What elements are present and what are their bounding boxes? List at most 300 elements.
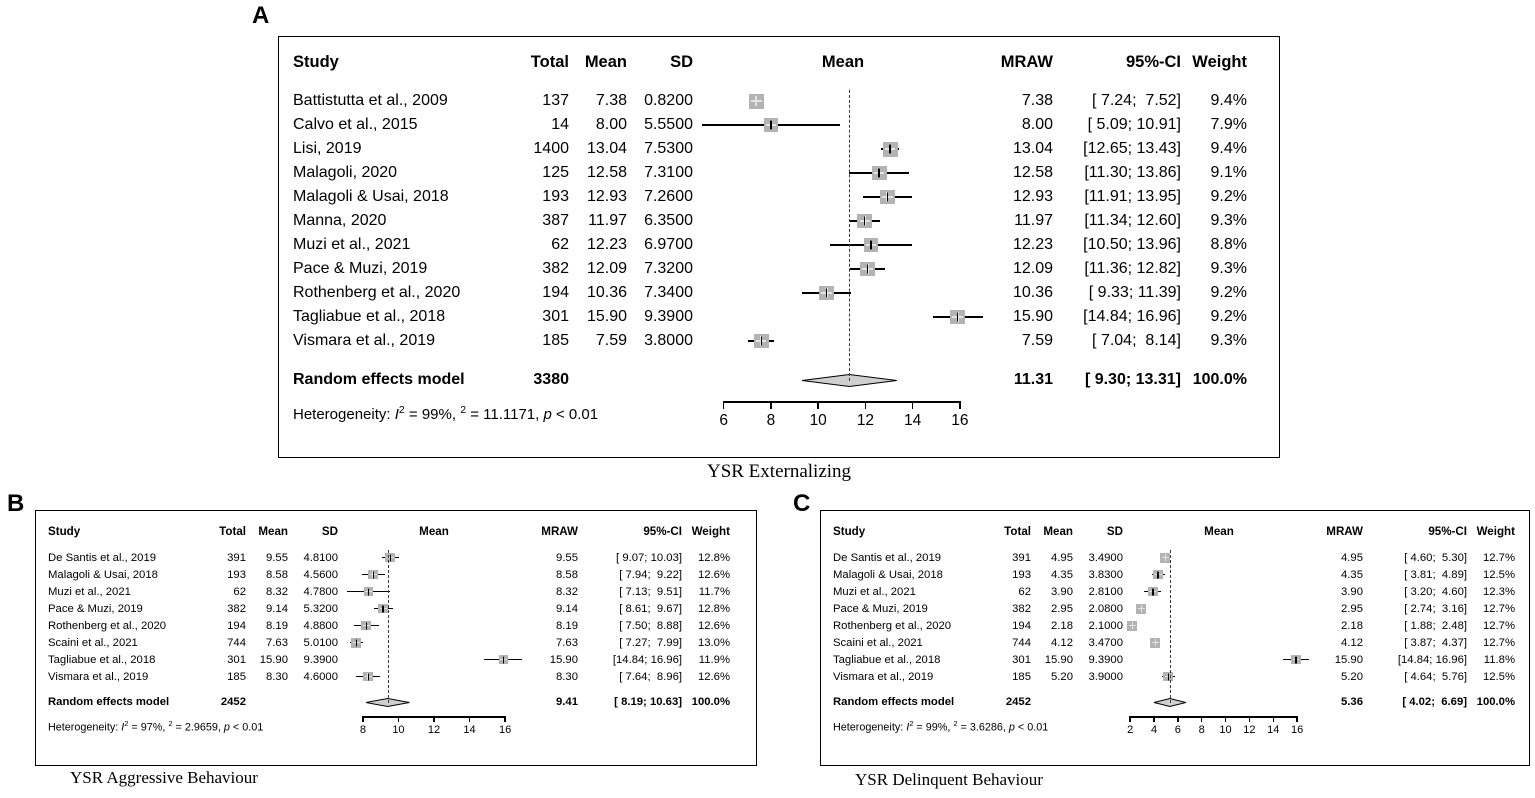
forest-plot-cell: [338, 549, 530, 566]
total-value: 382: [1012, 602, 1031, 615]
mean-value: 9.14: [266, 602, 288, 615]
column-header: MRAW: [1326, 524, 1363, 538]
study-row: [293, 281, 1265, 305]
axis-tick: [1201, 716, 1203, 722]
summary-plot-cell: [693, 367, 993, 393]
forest-plot-cell: [338, 668, 530, 685]
point-estimate-tick: [761, 337, 762, 346]
study-row: [293, 233, 1265, 257]
forest-plot-cell: [693, 89, 993, 113]
study-name: Rothenberg et al., 2020: [48, 619, 167, 632]
mraw-value: 7.63: [556, 636, 578, 649]
total-value: 62: [233, 585, 246, 598]
axis-tick-label: 16: [951, 412, 969, 429]
forest-rows: [833, 549, 1517, 711]
mraw-value: 12.58: [1012, 164, 1053, 181]
column-header: Weight: [1476, 524, 1515, 538]
axis-tick: [770, 401, 772, 409]
column-header: MRAW: [1000, 52, 1053, 71]
study-row: [293, 209, 1265, 233]
ci-value: [12.65; 13.43]: [1083, 140, 1181, 157]
point-estimate-tick: [867, 265, 868, 274]
study-name: Calvo et al., 2015: [293, 116, 418, 133]
axis-tick-label: 4: [1150, 724, 1158, 736]
axis-tick-label: 12: [427, 724, 441, 736]
panel-b-label: B: [7, 490, 25, 517]
sd-value: 5.0100: [303, 636, 338, 649]
ci-value: [10.50; 13.96]: [1083, 236, 1181, 253]
ci-value: [ 7.24; 7.52]: [1092, 92, 1181, 109]
summary-ci: [ 8.19; 10.63]: [614, 696, 682, 708]
axis-tick-label: 10: [1219, 724, 1232, 736]
mean-value: 9.55: [266, 551, 288, 564]
study-row: [48, 651, 744, 668]
weight-value: 13.0%: [697, 636, 730, 649]
effect-square: [1127, 621, 1137, 631]
axis-tick: [398, 716, 400, 722]
forest-plot-cell: [338, 651, 530, 668]
column-header-row: [833, 521, 1517, 541]
column-header: MRAW: [541, 524, 578, 538]
study-name: Pace & Muzi, 2019: [48, 602, 143, 615]
total-value: 382: [227, 602, 246, 615]
forest-plot-cell: [1123, 600, 1315, 617]
heterogeneity-text: Heterogeneity: $I^2 = 99\%$, $^2$ = 3.6286, p < 0.01: [833, 719, 1049, 734]
column-header: Study: [833, 524, 866, 538]
effect-square: [1160, 553, 1170, 563]
sd-value: 3.8000: [644, 332, 693, 349]
total-value: 193: [1012, 568, 1031, 581]
axis-tick-label: 14: [1267, 724, 1280, 736]
ci-value: [11.30; 13.86]: [1084, 164, 1181, 181]
study-name: Malagoli & Usai, 2018: [833, 568, 943, 581]
sd-value: 3.4900: [1088, 551, 1123, 564]
study-row: [833, 566, 1517, 583]
ci-value: [14.84; 16.96]: [1397, 653, 1467, 666]
ci-value: [11.36; 12.82]: [1084, 260, 1181, 277]
mraw-value: 4.12: [1341, 636, 1363, 649]
column-header: 95%-CI: [1428, 524, 1467, 538]
weight-value: 9.2%: [1210, 308, 1247, 325]
weight-value: 12.5%: [1482, 670, 1515, 683]
mraw-value: 7.59: [1021, 332, 1053, 349]
mean-value: 2.95: [1051, 602, 1073, 615]
mraw-value: 12.23: [1012, 236, 1053, 253]
summary-mraw: 11.31: [1013, 371, 1053, 388]
axis-tick: [912, 401, 914, 409]
heterogeneity-text: Heterogeneity: $I^2 = 99\%$, $^2$ = 11.1171, p < 0.01: [293, 404, 599, 423]
total-value: 194: [1012, 619, 1031, 632]
axis-tick-label: 14: [904, 412, 922, 429]
mean-value: 7.63: [266, 636, 288, 649]
sd-value: 4.6000: [303, 670, 338, 683]
axis-tick-label: 8: [766, 412, 776, 429]
ci-value: [ 7.50; 8.88]: [619, 619, 682, 632]
ci-value: [ 7.64; 8.96]: [619, 670, 682, 683]
column-header: Mean: [1204, 524, 1234, 538]
sd-value: 7.3400: [644, 284, 693, 301]
sd-value: 4.8100: [303, 551, 338, 564]
total-value: 62: [551, 236, 569, 253]
ci-value: [ 7.94; 9.22]: [619, 568, 682, 581]
column-header: SD: [670, 52, 693, 71]
total-value: 14: [551, 116, 569, 133]
mean-value: 13.04: [586, 140, 627, 157]
point-estimate-tick: [864, 217, 865, 226]
total-value: 391: [227, 551, 246, 564]
weight-value: 12.6%: [697, 670, 730, 683]
study-name: Pace & Muzi, 2019: [293, 260, 428, 277]
column-header: Total: [530, 52, 569, 71]
study-name: Rothenberg et al., 2020: [293, 284, 461, 301]
study-row: [293, 305, 1265, 329]
sd-value: 4.8800: [303, 619, 338, 632]
sd-value: 7.2600: [644, 188, 693, 205]
sd-value: 5.5500: [644, 116, 693, 133]
mean-value: 7.38: [595, 92, 627, 109]
study-row: [293, 113, 1265, 137]
mraw-value: 8.32: [556, 585, 578, 598]
mean-value: 8.00: [595, 116, 627, 133]
column-header: Study: [293, 52, 339, 71]
axis-tick-label: 14: [463, 724, 476, 736]
weight-value: 9.3%: [1210, 332, 1247, 349]
panel-b-forest-plot: [35, 510, 757, 766]
summary-weight: 100.0%: [1192, 371, 1247, 388]
total-value: 1400: [533, 140, 569, 157]
sd-value: 9.3900: [644, 308, 693, 325]
weight-value: 12.7%: [1482, 619, 1515, 632]
x-axis: [724, 401, 960, 403]
forest-plot-cell: [693, 137, 993, 161]
mean-value: 8.30: [266, 670, 288, 683]
forest-plot-cell: [693, 305, 993, 329]
sd-value: 0.8200: [644, 92, 693, 109]
column-header: SD: [1106, 524, 1123, 538]
axis-tick: [362, 716, 364, 722]
column-header: Weight: [691, 524, 730, 538]
weight-value: 7.9%: [1210, 116, 1247, 133]
axis-tick: [1273, 716, 1275, 722]
square-plus-icon: [1141, 605, 1143, 612]
axis-tick-label: 8: [359, 724, 366, 736]
weight-value: 9.2%: [1210, 284, 1247, 301]
study-row: [48, 583, 744, 600]
axis-tick-label: 12: [1243, 724, 1256, 736]
ci-value: [ 1.88; 2.48]: [1404, 619, 1467, 632]
weight-value: 12.6%: [697, 619, 730, 632]
weight-value: 11.7%: [698, 585, 730, 598]
study-name: De Santis et al., 2019: [833, 551, 942, 564]
mean-value: 4.95: [1051, 551, 1073, 564]
mraw-value: 8.30: [556, 670, 578, 683]
ci-value: [ 3.81; 4.89]: [1404, 568, 1467, 581]
axis-tick-label: 12: [856, 412, 875, 429]
mean-value: 8.58: [266, 568, 288, 581]
mraw-value: 15.90: [549, 653, 578, 666]
ci-value: [ 3.87; 4.37]: [1404, 636, 1467, 649]
study-row: [293, 185, 1265, 209]
sd-value: 9.3900: [1088, 653, 1123, 666]
forest-plot-cell: [338, 600, 530, 617]
study-row: [48, 617, 744, 634]
forest-plot-cell: [1123, 668, 1315, 685]
ci-value: [ 4.64; 5.76]: [1404, 670, 1467, 683]
weight-value: 11.8%: [1483, 653, 1515, 666]
study-row: [833, 668, 1517, 685]
sd-value: 6.9700: [644, 236, 693, 253]
mean-value: 4.12: [1051, 636, 1073, 649]
column-header: Mean: [1043, 524, 1073, 538]
column-header: SD: [321, 524, 338, 538]
study-row: [48, 549, 744, 566]
point-estimate-tick: [770, 121, 771, 130]
sd-value: 6.3500: [644, 212, 693, 229]
weight-value: 9.1%: [1210, 164, 1247, 181]
axis-tick: [959, 401, 961, 409]
total-value: 387: [542, 212, 569, 229]
effect-square: [1150, 638, 1160, 648]
sd-value: 5.3200: [303, 602, 338, 615]
mean-value: 3.90: [1051, 585, 1073, 598]
total-value: 185: [227, 670, 246, 683]
study-name: Scaini et al., 2021: [48, 636, 138, 649]
pooled-estimate-line: [849, 90, 850, 381]
ci-value: [ 2.74; 3.16]: [1404, 602, 1467, 615]
point-estimate-tick: [826, 289, 827, 298]
mraw-value: 4.35: [1341, 568, 1363, 581]
mean-value: 12.09: [586, 260, 627, 277]
axis-tick: [817, 401, 819, 409]
summary-total: 3380: [533, 371, 569, 388]
sd-value: 3.8300: [1088, 568, 1123, 581]
sd-value: 9.3900: [303, 653, 338, 666]
effect-square: [749, 94, 764, 109]
total-value: 301: [542, 308, 569, 325]
summary-total: 2452: [220, 696, 246, 708]
point-estimate-tick: [1157, 571, 1158, 578]
forest-plot-cell: [693, 281, 993, 305]
column-header: 95%-CI: [1125, 52, 1181, 71]
mean-value: 15.90: [586, 308, 627, 325]
mraw-value: 13.04: [1012, 140, 1053, 157]
summary-mraw: 9.41: [556, 696, 578, 708]
heterogeneity-text: Heterogeneity: $I^2 = 97\%$, $^2$ = 2.9659, p < 0.01: [48, 719, 264, 734]
axis-tick-label: 16: [1290, 724, 1304, 736]
forest-plot-cell: [1123, 617, 1315, 634]
total-value: 194: [542, 284, 569, 301]
mean-value: 12.23: [586, 236, 627, 253]
weight-value: 12.7%: [1482, 551, 1515, 564]
summary-row: [293, 367, 1265, 393]
study-name: Tagliabue et al., 2018: [293, 308, 446, 325]
mean-value: 4.35: [1051, 568, 1073, 581]
study-name: Manna, 2020: [293, 212, 387, 229]
forest-plot-cell: [338, 583, 530, 600]
ci-value: [11.91; 13.95]: [1084, 188, 1181, 205]
study-name: Malagoli & Usai, 2018: [293, 188, 449, 205]
sd-value: 7.3100: [644, 164, 693, 181]
ci-value: [ 8.61; 9.67]: [619, 602, 682, 615]
total-value: 193: [542, 188, 569, 205]
forest-plot-cell: [1123, 634, 1315, 651]
weight-value: 12.3%: [1482, 585, 1515, 598]
axis-tick-label: 16: [498, 724, 512, 736]
axis-tick-label: 6: [1174, 724, 1181, 736]
square-plus-icon: [755, 96, 757, 107]
mean-value: 10.36: [586, 284, 627, 301]
column-header-row: [293, 49, 1265, 75]
point-estimate-tick: [368, 588, 369, 595]
study-row: [833, 651, 1517, 668]
column-header-row: [48, 521, 744, 541]
summary-row: [833, 693, 1517, 711]
axis-tick: [433, 716, 435, 722]
study-name: Tagliabue et al., 2018: [833, 653, 941, 666]
ci-value: [ 7.27; 7.99]: [619, 636, 682, 649]
column-header: Study: [48, 524, 81, 538]
sd-value: 7.5300: [644, 140, 693, 157]
mean-value: 12.93: [586, 188, 627, 205]
forest-plot-cell: [693, 329, 993, 353]
weight-value: 12.5%: [1482, 568, 1515, 581]
panel-bottom: [293, 393, 1265, 447]
forest-plot-cell: [693, 257, 993, 281]
axis-tick-label: 6: [719, 412, 729, 429]
axis-tick: [1296, 716, 1298, 722]
ci-value: [ 5.09; 10.91]: [1087, 116, 1181, 133]
forest-plot-cell: [1123, 651, 1315, 668]
total-value: 744: [1012, 636, 1031, 649]
sd-value: 4.5600: [303, 568, 338, 581]
study-name: Malagoli & Usai, 2018: [48, 568, 158, 581]
weight-value: 12.7%: [1482, 636, 1515, 649]
total-value: 391: [1012, 551, 1031, 564]
weight-value: 12.7%: [1482, 602, 1515, 615]
panel-a-forest-plot: [278, 36, 1280, 458]
ci-value: [ 7.13; 9.51]: [619, 585, 682, 598]
sd-value: 2.8100: [1088, 585, 1123, 598]
study-row: [833, 583, 1517, 600]
mraw-value: 9.55: [556, 551, 578, 564]
forest-plot-cell: [693, 209, 993, 233]
total-value: 125: [542, 164, 569, 181]
mean-value: 15.90: [1044, 653, 1073, 666]
axis-tick: [723, 401, 725, 409]
weight-value: 12.8%: [697, 602, 730, 615]
column-header: Mean: [419, 524, 449, 538]
study-row: [48, 600, 744, 617]
mraw-value: 5.20: [1341, 670, 1363, 683]
study-name: Vismara et al., 2019: [48, 670, 149, 683]
study-row: [48, 668, 744, 685]
column-header: 95%-CI: [643, 524, 682, 538]
pooled-estimate-line: [388, 550, 389, 703]
weight-value: 8.8%: [1210, 236, 1247, 253]
study-row: [293, 137, 1265, 161]
square-plus-icon: [1165, 554, 1167, 561]
summary-plot-cell: [1123, 693, 1315, 711]
mraw-value: 15.90: [1012, 308, 1053, 325]
axis-tick: [865, 401, 867, 409]
total-value: 744: [227, 636, 246, 649]
mean-value: 2.18: [1051, 619, 1073, 632]
point-estimate-tick: [373, 571, 374, 578]
summary-total: 2452: [1005, 696, 1031, 708]
mean-value: 7.59: [595, 332, 627, 349]
point-estimate-tick: [368, 673, 369, 680]
sd-value: 3.4700: [1088, 636, 1123, 649]
point-estimate-tick: [889, 145, 890, 154]
mraw-value: 8.19: [556, 619, 578, 632]
forest-plot-cell: [1123, 583, 1315, 600]
study-row: [293, 257, 1265, 281]
study-row: [293, 89, 1265, 113]
mraw-value: 2.95: [1341, 602, 1363, 615]
axis-tick-label: 2: [1127, 724, 1134, 736]
total-value: 193: [227, 568, 246, 581]
axis-tick: [1225, 716, 1227, 722]
column-header: Total: [1004, 524, 1031, 538]
study-name: Muzi et al., 2021: [833, 585, 916, 598]
pooled-estimate-line: [1170, 550, 1171, 703]
total-value: 382: [542, 260, 569, 277]
axis-tick: [504, 716, 506, 722]
mraw-value: 7.38: [1021, 92, 1053, 109]
study-name: Tagliabue et al., 2018: [48, 653, 156, 666]
study-row: [833, 634, 1517, 651]
panel-a-caption: YSR Externalizing: [706, 461, 852, 482]
forest-plot-cell: [693, 113, 993, 137]
study-name: Lisi, 2019: [293, 140, 362, 157]
ci-value: [ 4.60; 5.30]: [1404, 551, 1467, 564]
summary-label: Random effects model: [293, 371, 465, 388]
point-estimate-tick: [390, 554, 391, 561]
mraw-value: 12.93: [1012, 188, 1053, 205]
mraw-value: 9.14: [556, 602, 578, 615]
mraw-value: 3.90: [1341, 585, 1363, 598]
square-plus-icon: [1155, 639, 1157, 646]
mraw-value: 10.36: [1012, 284, 1053, 301]
sd-value: 4.7800: [303, 585, 338, 598]
point-estimate-tick: [887, 193, 888, 202]
study-name: Malagoli, 2020: [293, 164, 398, 181]
study-name: Rothenberg et al., 2020: [833, 619, 952, 632]
ci-value: [ 9.33; 11.39]: [1088, 284, 1181, 301]
column-header: Mean: [821, 52, 865, 71]
mraw-value: 8.58: [556, 568, 578, 581]
axis-tick: [1153, 716, 1155, 722]
column-header: Mean: [258, 524, 288, 538]
weight-value: 12.8%: [697, 551, 730, 564]
forest-plot-cell: [338, 566, 530, 583]
point-estimate-tick: [1152, 588, 1153, 595]
study-row: [48, 566, 744, 583]
point-estimate-tick: [1168, 673, 1169, 680]
study-row: [833, 617, 1517, 634]
study-row: [48, 634, 744, 651]
mean-value: 8.19: [266, 619, 288, 632]
column-header: Weight: [1192, 52, 1247, 71]
forest-plot-cell: [693, 161, 993, 185]
ci-value: [ 9.07; 10.03]: [616, 551, 682, 564]
point-estimate-tick: [957, 313, 958, 322]
point-estimate-tick: [503, 656, 504, 663]
point-estimate-tick: [356, 639, 357, 646]
weight-value: 9.3%: [1210, 212, 1247, 229]
panel-b-caption: YSR Aggressive Behaviour: [70, 768, 258, 787]
point-estimate-tick: [878, 169, 879, 178]
